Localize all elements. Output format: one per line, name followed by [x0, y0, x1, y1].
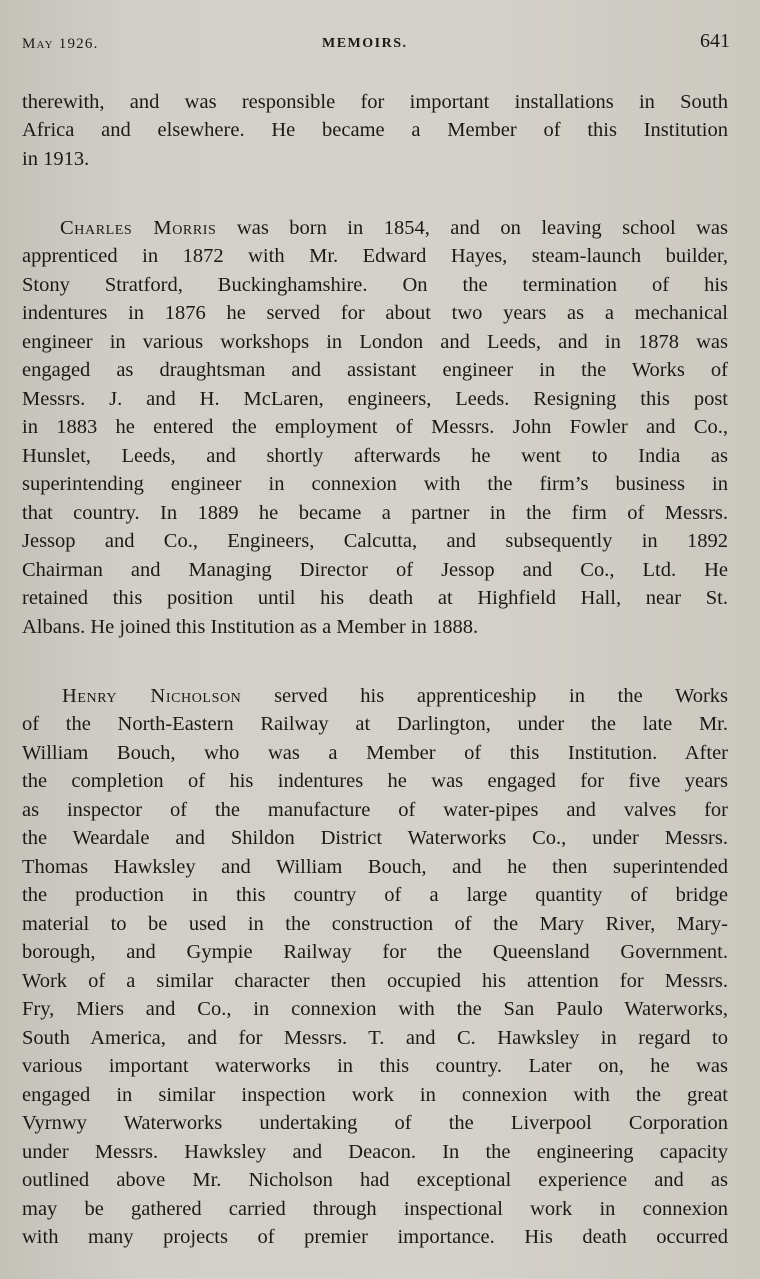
memoir-opening-text: was born in 1854, and on leaving school was — [216, 217, 728, 239]
text-line: Thomas Hawksley and William Bouch, and he then superintended — [22, 856, 728, 878]
text-line: with many projects of premier importance. His death occurred — [22, 1226, 728, 1248]
text-line: material to be used in the construction of the Mary River, Mary- — [22, 913, 728, 935]
text-line: borough, and Gympie Railway for the Queensland Government. — [22, 941, 728, 963]
text-line: outlined above Mr. Nicholson had exceptional experience and as — [22, 1169, 728, 1191]
text-line: apprenticed in 1872 with Mr. Edward Hayes, steam-launch builder, — [22, 245, 728, 267]
text-line: of the North-Eastern Railway at Darlington, under the late Mr. — [22, 713, 728, 735]
memoir-opening-line — [62, 682, 728, 710]
text-line: indentures in 1876 he served for about two years as a mechanical — [22, 302, 728, 324]
text-line: that country. In 1889 he became a partner in the firm of Messrs. — [22, 502, 728, 524]
text-line: retained this position until his death at Highfield Hall, near St. — [22, 587, 728, 609]
text-line: Messrs. J. and H. McLaren, engineers, Leeds. Resigning this post — [22, 388, 728, 410]
text-line: Jessop and Co., Engineers, Calcutta, and subsequently in 1892 — [22, 530, 728, 552]
text-line: Fry, Miers and Co., in connexion with the San Paulo Waterworks, — [22, 998, 728, 1020]
header-date: May 1926. — [22, 36, 99, 52]
text-line: the production in this country of a large quantity of bridge — [22, 884, 728, 906]
text-line: Work of a similar character then occupied his attention for Messrs. — [22, 970, 728, 992]
text-line: Stony Stratford, Buckinghamshire. On the termination of his — [22, 274, 728, 296]
memoir-name: Charles Morris — [60, 217, 217, 239]
text-line: Albans. He joined this Institution as a Member in 1888. — [22, 616, 479, 638]
memoir-name: Henry Nicholson — [62, 685, 242, 707]
text-line: Africa and elsewhere. He became a Member of this Institution — [22, 119, 728, 141]
memoir-opening-text: served his apprenticeship in the Works — [241, 685, 729, 707]
text-line: Vyrnwy Waterworks undertaking of the Liverpool Corporation — [22, 1112, 728, 1134]
text-line: various important waterworks in this country. Later on, he was — [22, 1055, 728, 1077]
running-header — [22, 30, 730, 60]
memoir-opening-line — [60, 214, 728, 242]
text-line: under Messrs. Hawksley and Deacon. In the engineering capacity — [22, 1141, 728, 1163]
text-line: the Weardale and Shildon District Waterworks Co., under Messrs. — [22, 827, 728, 849]
text-line: William Bouch, who was a Member of this Institution. After — [22, 742, 728, 764]
text-line: in 1883 he entered the employment of Messrs. John Fowler and Co., — [22, 416, 728, 438]
text-line: as inspector of the manufacture of water-pipes and valves for — [22, 799, 728, 821]
text-line: therewith, and was responsible for important installations in South — [22, 91, 728, 113]
header-title: MEMOIRS. — [322, 36, 408, 51]
text-line: may be gathered carried through inspectional work in connexion — [22, 1198, 728, 1220]
text-line: engineer in various workshops in London and Leeds, and in 1878 was — [22, 331, 728, 353]
page-number: 641 — [700, 30, 730, 52]
text-line: the completion of his indentures he was engaged for five years — [22, 770, 728, 792]
text-line: in 1913. — [22, 148, 90, 170]
text-line: engaged in similar inspection work in connexion with the great — [22, 1084, 728, 1106]
text-line: engaged as draughtsman and assistant engineer in the Works of — [22, 359, 728, 381]
text-line: superintending engineer in connexion with the firm’s business in — [22, 473, 728, 495]
text-line: South America, and for Messrs. T. and C. Hawksley in regard to — [22, 1027, 728, 1049]
text-line: Chairman and Managing Director of Jessop and Co., Ltd. He — [22, 559, 728, 581]
text-line: Hunslet, Leeds, and shortly afterwards he went to India as — [22, 445, 728, 467]
